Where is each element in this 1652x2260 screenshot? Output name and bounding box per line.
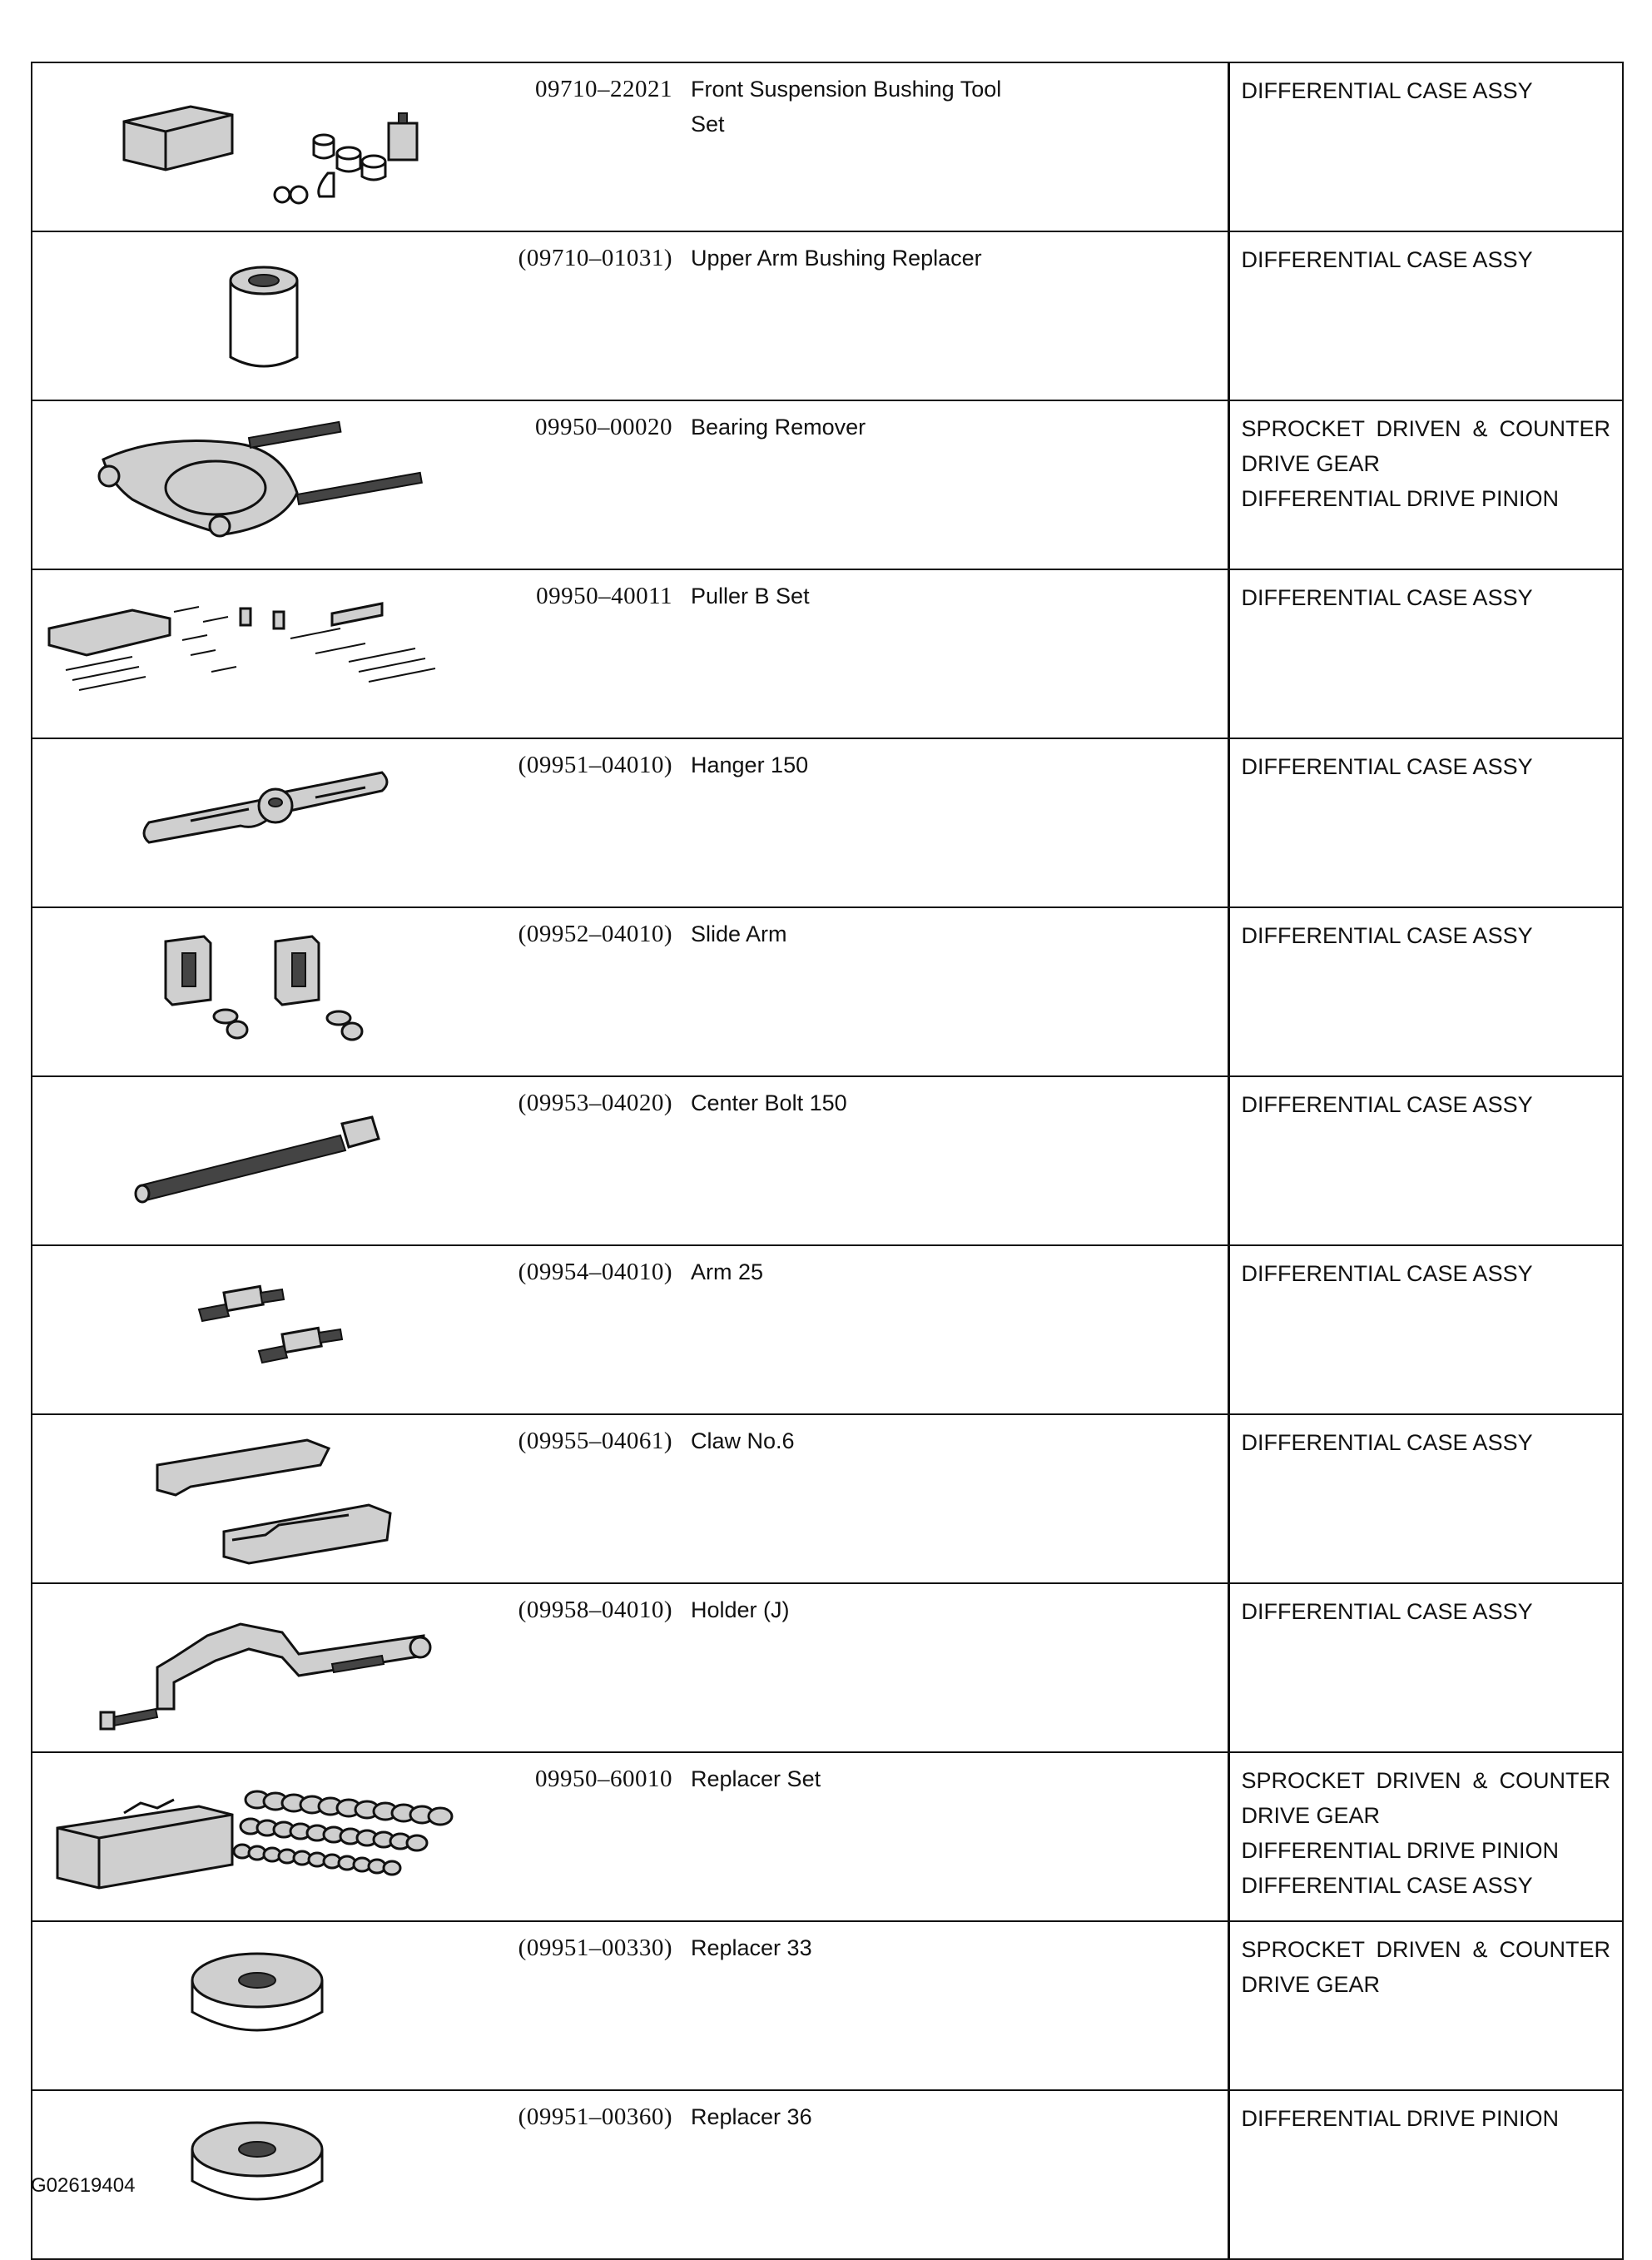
holder-icon	[32, 1584, 482, 1741]
table-row	[32, 1076, 1623, 1245]
tool-info-cell	[481, 2090, 1228, 2259]
tool-name: Hanger 150	[691, 753, 809, 777]
part-number: 09950–40011	[536, 583, 672, 609]
table-row	[32, 231, 1623, 400]
table-row	[32, 738, 1623, 907]
applicable-part: DIFFERENTIAL CASE ASSY	[1241, 1873, 1533, 1898]
tool-illustration-cell	[32, 1583, 481, 1752]
applicable-part: DIFFERENTIAL DRIVE PINION	[1241, 486, 1560, 511]
tool-illustration-cell	[32, 1414, 481, 1583]
tool-info-cell	[481, 1583, 1228, 1752]
applicable-parts-cell	[1228, 1921, 1623, 2090]
bushing-tool-set-icon	[32, 63, 482, 221]
part-number: (09953–04020)	[518, 1090, 672, 1116]
tool-illustration-cell	[32, 1245, 481, 1414]
applicable-parts-cell	[1228, 2090, 1623, 2259]
applicable-parts-cell	[1228, 400, 1623, 569]
tool-name: Center Bolt 150	[691, 1090, 847, 1115]
table-row	[32, 1583, 1623, 1752]
tool-name: Replacer 33	[691, 1935, 812, 1960]
slide-arm-icon	[32, 908, 482, 1065]
part-number: 09710–22021	[535, 76, 672, 102]
part-number: (09951–00360)	[518, 2104, 672, 2130]
part-number: 09950–60010	[535, 1766, 672, 1792]
applicable-parts-cell	[1228, 1583, 1623, 1752]
applicable-part: DIFFERENTIAL CASE ASSY	[1241, 754, 1533, 779]
tool-info-cell	[481, 400, 1228, 569]
part-number: (09710–01031)	[518, 245, 672, 271]
bearing-remover-icon	[32, 401, 482, 559]
applicable-part: DIFFERENTIAL CASE ASSY	[1241, 585, 1533, 610]
tool-info-cell	[481, 1752, 1228, 1921]
applicable-parts-cell	[1228, 1414, 1623, 1583]
tool-illustration-cell	[32, 400, 481, 569]
applicable-part: DIFFERENTIAL CASE ASSY	[1241, 1430, 1533, 1455]
bushing-replacer-icon	[32, 232, 482, 390]
part-number: (09951–00330)	[518, 1935, 672, 1961]
tool-name: Replacer Set	[691, 1766, 821, 1791]
table-row	[32, 1752, 1623, 1921]
table-row	[32, 62, 1623, 231]
applicable-part: DRIVE GEAR	[1241, 1803, 1381, 1828]
tool-illustration-cell	[32, 1752, 481, 1921]
replacer-ring-icon	[32, 1922, 482, 2079]
tool-info-cell	[481, 1076, 1228, 1245]
tool-info-cell	[481, 738, 1228, 907]
table-row	[32, 907, 1623, 1076]
puller-set-icon	[32, 570, 482, 728]
applicable-parts-cell	[1228, 907, 1623, 1076]
tool-illustration-cell	[32, 62, 481, 231]
tool-info-cell	[481, 1245, 1228, 1414]
tool-illustration-cell	[32, 1921, 481, 2090]
table-row	[32, 1245, 1623, 1414]
tool-name: Arm 25	[691, 1259, 764, 1284]
tool-name: Claw No.6	[691, 1428, 795, 1453]
part-number: (09954–04010)	[518, 1259, 672, 1285]
tool-illustration-cell	[32, 569, 481, 738]
part-number: 09950–00020	[535, 414, 672, 440]
tool-name: Slide Arm	[691, 921, 787, 946]
applicable-parts-cell	[1228, 569, 1623, 738]
tool-name: Upper Arm Bushing Replacer	[691, 246, 982, 271]
applicable-part: DIFFERENTIAL DRIVE PINION	[1241, 2106, 1560, 2131]
applicable-parts-cell	[1228, 738, 1623, 907]
tool-info-cell	[481, 62, 1228, 231]
table-row	[32, 1921, 1623, 2090]
tool-info-cell	[481, 1921, 1228, 2090]
tool-name: Holder (J)	[691, 1597, 790, 1622]
applicable-part: DRIVE GEAR	[1241, 451, 1381, 476]
applicable-part: SPROCKET DRIVEN & COUNTER	[1241, 416, 1610, 441]
tool-info-cell	[481, 907, 1228, 1076]
part-number: (09952–04010)	[518, 921, 672, 947]
tool-info-cell	[481, 569, 1228, 738]
part-number: (09955–04061)	[518, 1428, 672, 1454]
tool-illustration-cell	[32, 738, 481, 907]
applicable-parts-cell	[1228, 1752, 1623, 1921]
tool-name: Replacer 36	[691, 2104, 812, 2129]
table-row	[32, 569, 1623, 738]
table-row	[32, 1414, 1623, 1583]
part-number: (09951–04010)	[518, 752, 672, 778]
claw-icon	[32, 1415, 482, 1572]
special-tools-table	[31, 62, 1624, 2260]
applicable-part: DIFFERENTIAL CASE ASSY	[1241, 1599, 1533, 1624]
replacer-ring-icon	[32, 2091, 482, 2248]
arm-icon	[32, 1246, 482, 1403]
applicable-part: DIFFERENTIAL CASE ASSY	[1241, 1092, 1533, 1117]
replacer-set-icon	[32, 1753, 482, 1910]
part-number: (09958–04010)	[518, 1597, 672, 1623]
applicable-part: DIFFERENTIAL CASE ASSY	[1241, 923, 1533, 948]
figure-id: G02619404	[31, 2174, 136, 2197]
tool-name: Bearing Remover	[691, 415, 866, 440]
applicable-part: DIFFERENTIAL CASE ASSY	[1241, 247, 1533, 272]
tool-illustration-cell	[32, 231, 481, 400]
hanger-icon	[32, 739, 482, 897]
table-row	[32, 2090, 1623, 2259]
applicable-parts-cell	[1228, 1245, 1623, 1414]
center-bolt-icon	[32, 1077, 482, 1234]
tool-info-cell	[481, 231, 1228, 400]
tool-name: Puller B Set	[691, 584, 810, 608]
applicable-part: DRIVE GEAR	[1241, 1972, 1381, 1997]
tool-info-cell	[481, 1414, 1228, 1583]
applicable-part: SPROCKET DRIVEN & COUNTER	[1241, 1937, 1610, 1962]
applicable-parts-cell	[1228, 1076, 1623, 1245]
tool-name: Front Suspension Bushing Tool Set	[691, 77, 1002, 137]
applicable-parts-cell	[1228, 231, 1623, 400]
applicable-part: DIFFERENTIAL CASE ASSY	[1241, 78, 1533, 103]
table-row	[32, 400, 1623, 569]
applicable-part: SPROCKET DRIVEN & COUNTER	[1241, 1768, 1610, 1793]
tool-illustration-cell	[32, 1076, 481, 1245]
applicable-part: DIFFERENTIAL CASE ASSY	[1241, 1261, 1533, 1286]
applicable-part: DIFFERENTIAL DRIVE PINION	[1241, 1838, 1560, 1863]
applicable-parts-cell	[1228, 62, 1623, 231]
tool-illustration-cell	[32, 907, 481, 1076]
